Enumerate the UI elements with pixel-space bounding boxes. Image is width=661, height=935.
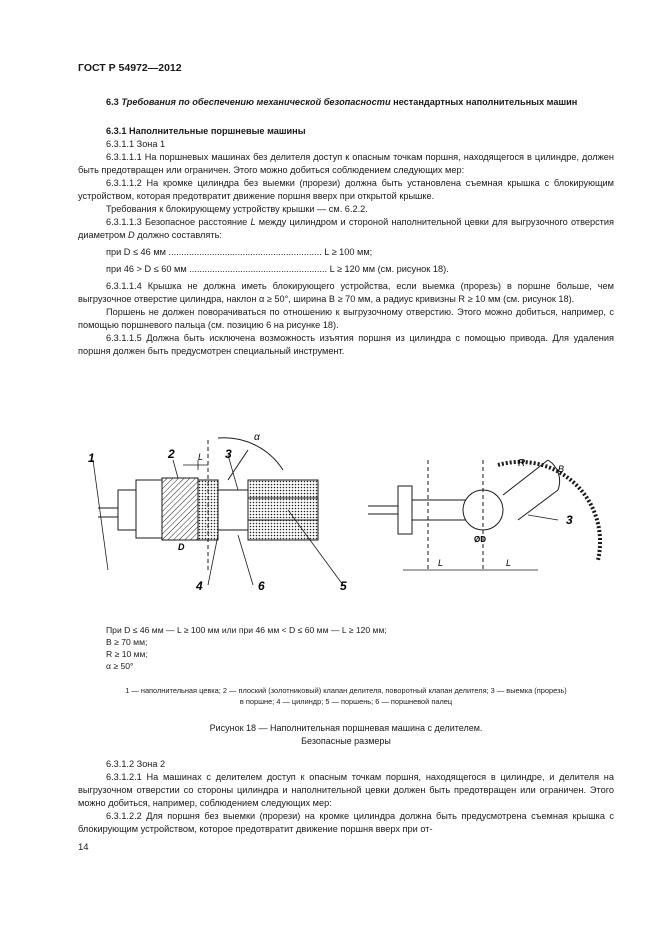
document-header: ГОСТ Р 54972—2012 (78, 62, 182, 74)
figure-18 (78, 420, 614, 600)
label-R: R (518, 458, 526, 469)
paragraph-piston-rotation: Поршень не должен поворачиваться по отношению к выгрузочному отверстию. Этого можно добиться, например, с помощью поршневого пальца (см. позицию 6 на рисунке 18). (78, 307, 614, 330)
paragraph-6-3-1-1-3: 6.3.1.1.3 Безопасное расстояние L между цилиндром и стороной наполнительной цевки для выгрузочного отверстия диаметром D должно составлять: (78, 217, 614, 240)
condition-line: α ≥ 50° (106, 661, 134, 671)
label-D: D (178, 542, 185, 552)
label-3b: 3 (566, 513, 573, 527)
zone-1-heading: 6.3.1.1 Зона 1 (106, 139, 166, 149)
label-B: B (558, 464, 565, 474)
subsection-heading: 6.3.1 Наполнительные поршневые машины (106, 126, 306, 136)
paragraph-6-3-1-1-2: 6.3.1.1.2 На кромке цилиндра без выемки (прорези) должна быть установлена съемная крышка с блокирующим устройством, которая предотвратит движение поршня вверх при открытой крышке. (78, 178, 614, 201)
label-5: 5 (340, 579, 347, 593)
paragraph-6-3-1-2-1: 6.3.1.2.1 На машинах с делителем доступ к опасным точкам поршня, находящегося в цилиндре, и делителя на выгрузочном отверстии со стороны цилиндра и наполнительной цевки должен быть предотвращен или ограничен. Этого можно добиться, например, соблюдением следующих мер: (78, 772, 614, 808)
label-2: 2 (168, 447, 175, 461)
caption-line-2: Безопасные размеры (301, 736, 391, 746)
figure-conditions (106, 624, 387, 672)
label-1: 1 (88, 451, 95, 465)
subsection-6-3-1 (78, 125, 614, 358)
label-4: 4 (196, 579, 203, 593)
technical-drawing (78, 420, 614, 600)
label-6: 6 (258, 579, 265, 593)
condition-line: B ≥ 70 мм; (106, 637, 148, 647)
label-3: 3 (225, 447, 232, 461)
distance-row-2: при 46 > D ≤ 60 мм ...................................................... L ≥ 120 мм (см. рисунок 18). (106, 264, 449, 274)
paragraph-6-3-1-2-2: 6.3.1.2.2 Для поршня без выемки (прорези) на кромке цилиндра должна быть предусмотрена съемная крышка с блокирующим устройством, которое предотвратит движение поршня вверх при от- (78, 811, 614, 834)
figure-caption (78, 722, 614, 748)
condition-line: R ≥ 10 мм; (106, 649, 148, 659)
paragraph-lock-ref: Требования к блокирующему устройству крышки — см. 6.2.2. (106, 204, 368, 214)
label-D2: ØD (474, 535, 486, 544)
zone-2-heading: 6.3.1.2 Зона 2 (106, 759, 166, 769)
legend-line-1: 1 — наполнительная цевка; 2 — плоский (золотниковый) клапан делителя, поворотный клапан делителя; 3 — выемка (прорезь) (125, 686, 567, 695)
label-L3: L (506, 558, 512, 568)
legend-line-2: в поршне; 4 — цилиндр; 5 — поршень; 6 — поршневой палец (239, 697, 453, 706)
paragraph-6-3-1-1-4: 6.3.1.1.4 Крышка не должна иметь блокирующего устройства, если выемка (прорезь) в поршне больше, чем выгрузочное отверстие цилиндра, наклон α ≥ 50°, ширина B ≥ 70 мм, а радиус кривизны R ≥ 10 мм (см. рисунок 18). (78, 281, 614, 304)
figure-legend (78, 685, 614, 707)
condition-line: При D ≤ 46 мм — L ≥ 100 мм или при 46 мм < D ≤ 60 мм — L ≥ 120 мм; (106, 625, 387, 635)
label-L: L (198, 452, 204, 462)
section-6-3 (78, 96, 614, 109)
label-L2: L (438, 558, 444, 568)
paragraph-6-3-1-1-1: 6.3.1.1.1 На поршневых машинах без делителя доступ к опасным точкам поршня, находящегося в цилиндре, должен быть предотвращен или ограничен. Этого можно добиться соблюдением следующих мер: (78, 152, 614, 175)
page-number: 14 (78, 842, 89, 853)
paragraph-6-3-1-1-5: 6.3.1.1.5 Должна быть исключена возможность изъятия поршня из цилиндра с помощью привода. Для удаления поршня должен быть предусмотрен специальный инструмент. (78, 333, 614, 356)
label-alpha: α (254, 432, 260, 443)
side-view (93, 438, 343, 585)
section-title: 6.3 Требования по обеспечению механической безопасности нестандартных наполнительных машин (106, 97, 578, 107)
distance-row-1: при D ≤ 46 мм ............................................................ L ≥ 100 мм; (106, 247, 373, 257)
caption-line-1: Рисунок 18 — Наполнительная поршневая машина с делителем. (209, 723, 483, 733)
subsection-6-3-1-2 (78, 758, 614, 836)
